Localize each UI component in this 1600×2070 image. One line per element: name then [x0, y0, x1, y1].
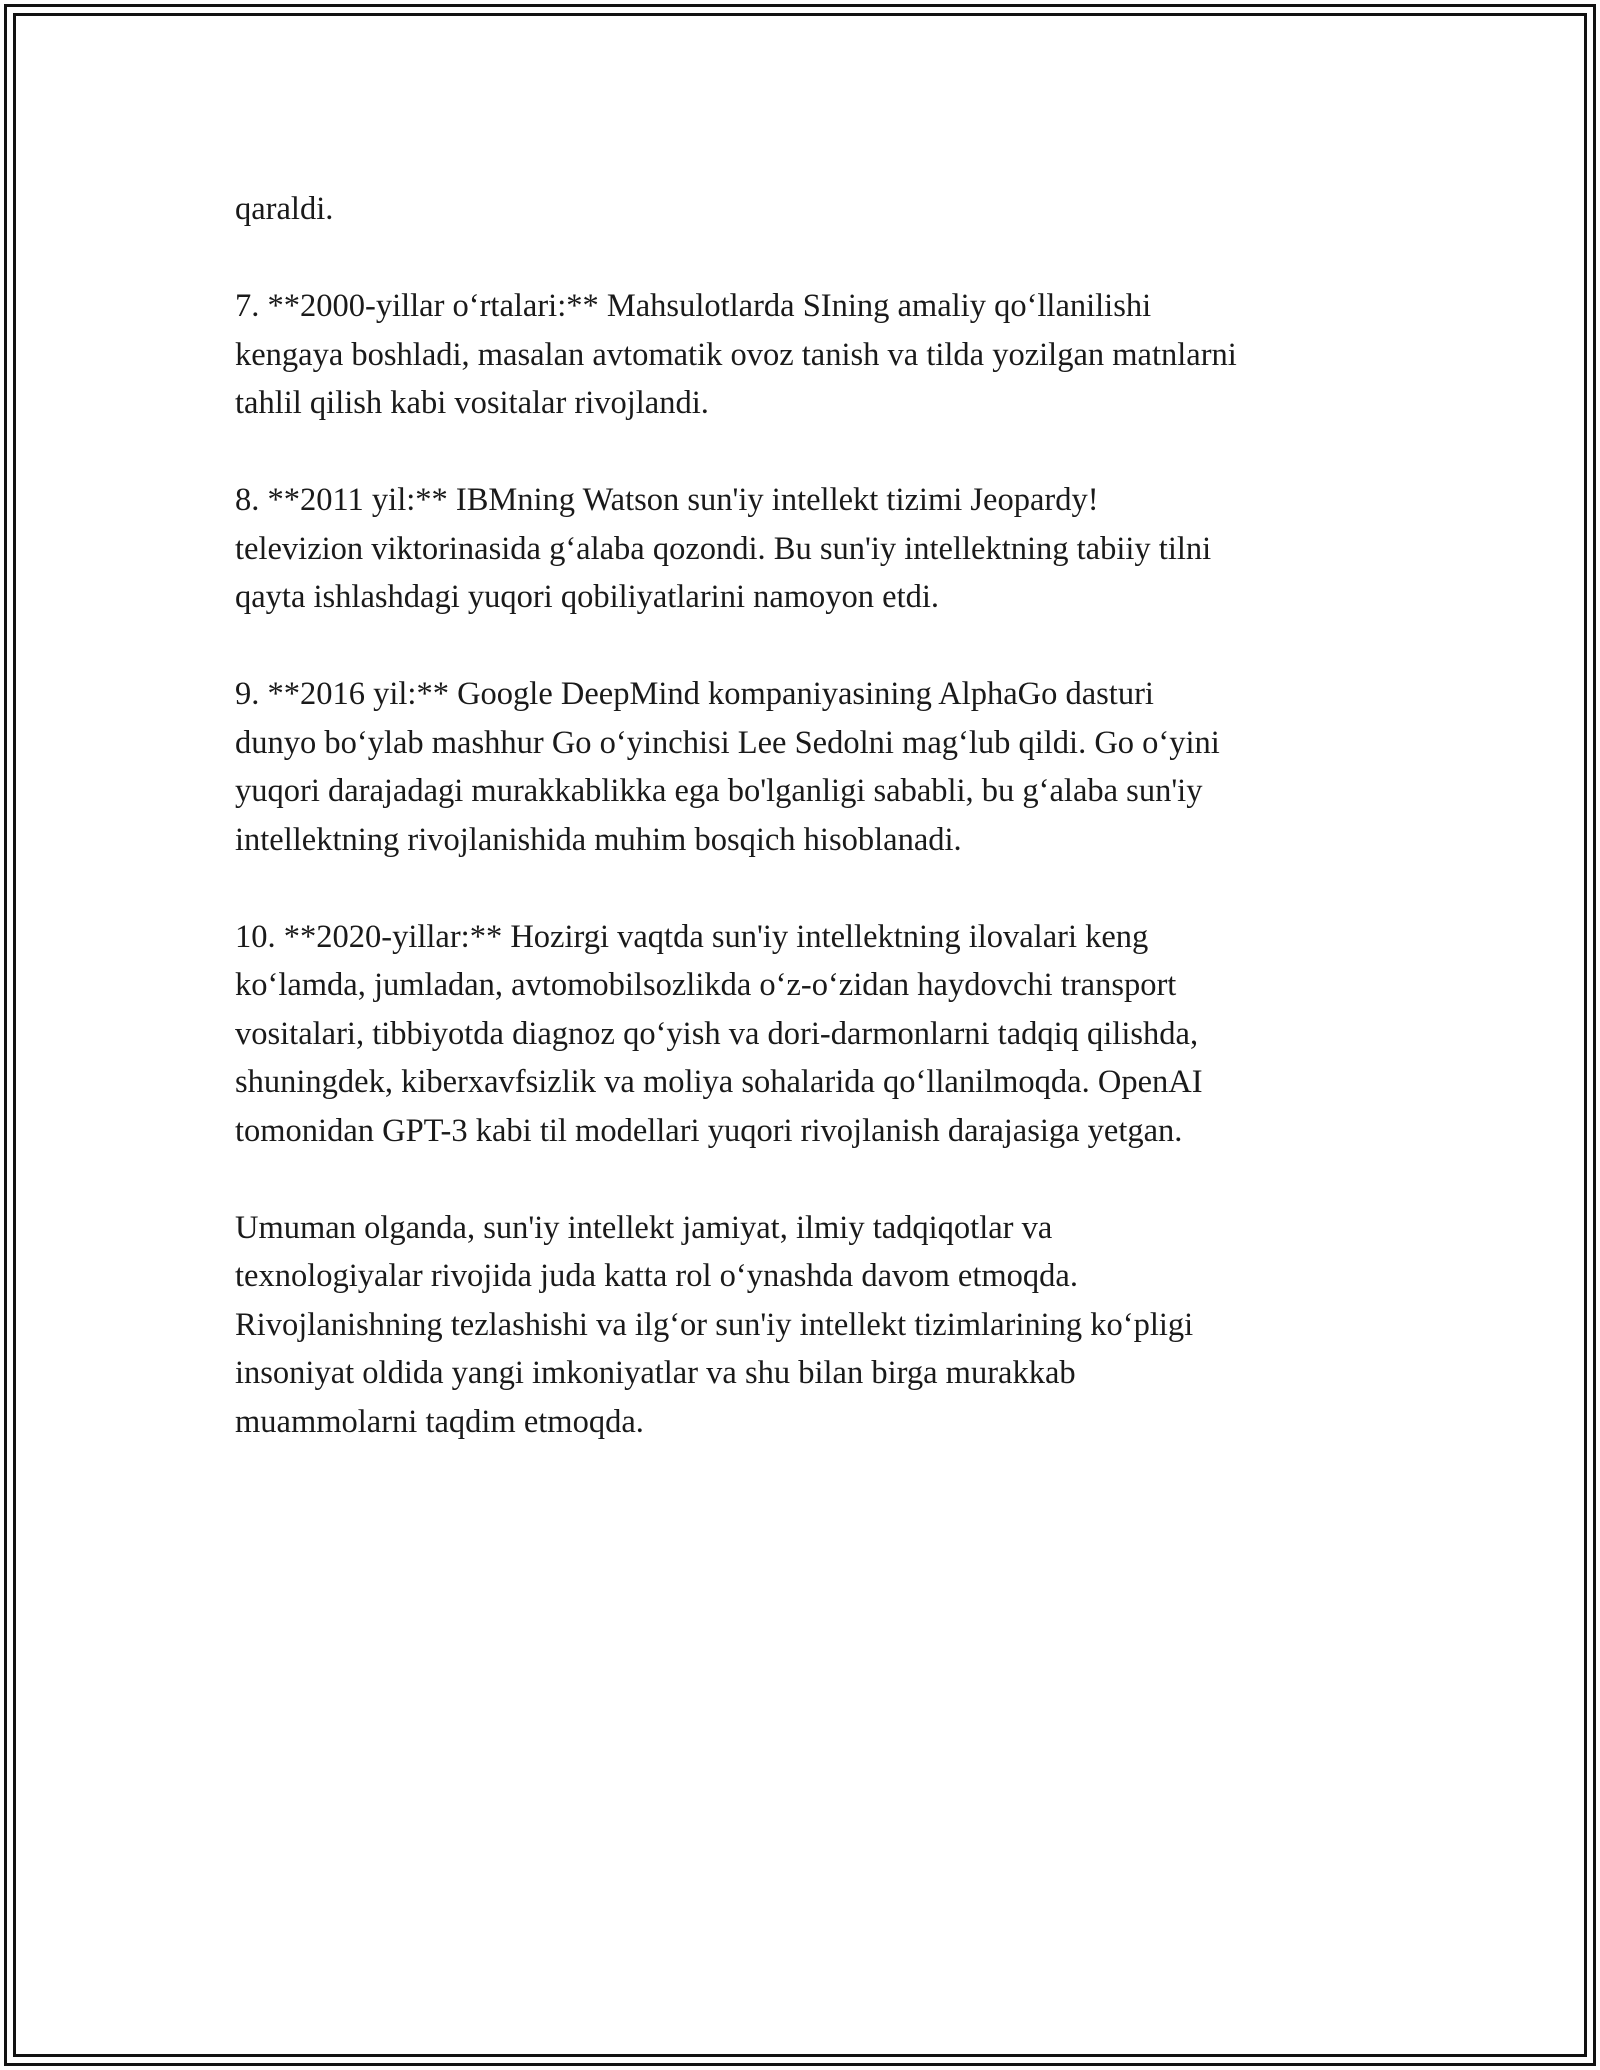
list-item-7: 7. **2000-yillar o‘rtalari:** Mahsulotlarda SIning amaliy qo‘llanilishi kengaya boshladi, masalan avtomatik ovoz tanish va tilda yozilgan matnlarni tahlil qilish kabi vositalar rivojlandi. [235, 288, 1237, 421]
list-item-9: 9. **2016 yil:** Google DeepMind kompaniyasining AlphaGo dasturi dunyo bo‘ylab mashhur Go o‘yinchisi Lee Sedolni mag‘lub qildi. Go o‘yini yuqori darajadagi murakkablikka ega bo'lganligi sababli, bu g‘alaba sun'iy intellektning rivojlanishida muhim bosqich hisoblanadi. [235, 676, 1220, 858]
document-body [235, 185, 1395, 1446]
list-item-8: 8. **2011 yil:** IBMning Watson sun'iy intellekt tizimi Jeopardy! televizion viktorinasida g‘alaba qozondi. Bu sun'iy intellektning tabiiy tilni qayta ishlashdagi yuqori qobiliyatlarini namoyon etdi. [235, 482, 1212, 615]
paragraph-continuation: qaraldi. [235, 191, 334, 227]
conclusion-paragraph: Umuman olganda, sun'iy intellekt jamiyat, ilmiy tadqiqotlar va texnologiyalar rivojida juda katta rol o‘ynashda davom etmoqda. Rivojlanishning tezlashishi va ilg‘or sun'iy intellekt tizimlarining ko‘pligi insoniyat oldida yangi imkoniyatlar va shu bilan birga murakkab muammolarni taqdim etmoqda. [235, 1209, 1194, 1440]
list-item-10: 10. **2020-yillar:** Hozirgi vaqtda sun'iy intellektning ilovalari keng ko‘lamda, jumladan, avtomobilsozlikda o‘z-o‘zidan haydovchi transport vositalari, tibbiyotda diagnoz qo‘yish va dori-darmonlarni tadqiq qilishda, shuningdek, kiberxavfsizlik va moliya sohalarida qo‘llanilmoqda. OpenAI tomonidan GPT-3 kabi til modellari yuqori rivojlanish darajasiga yetgan. [235, 918, 1203, 1149]
